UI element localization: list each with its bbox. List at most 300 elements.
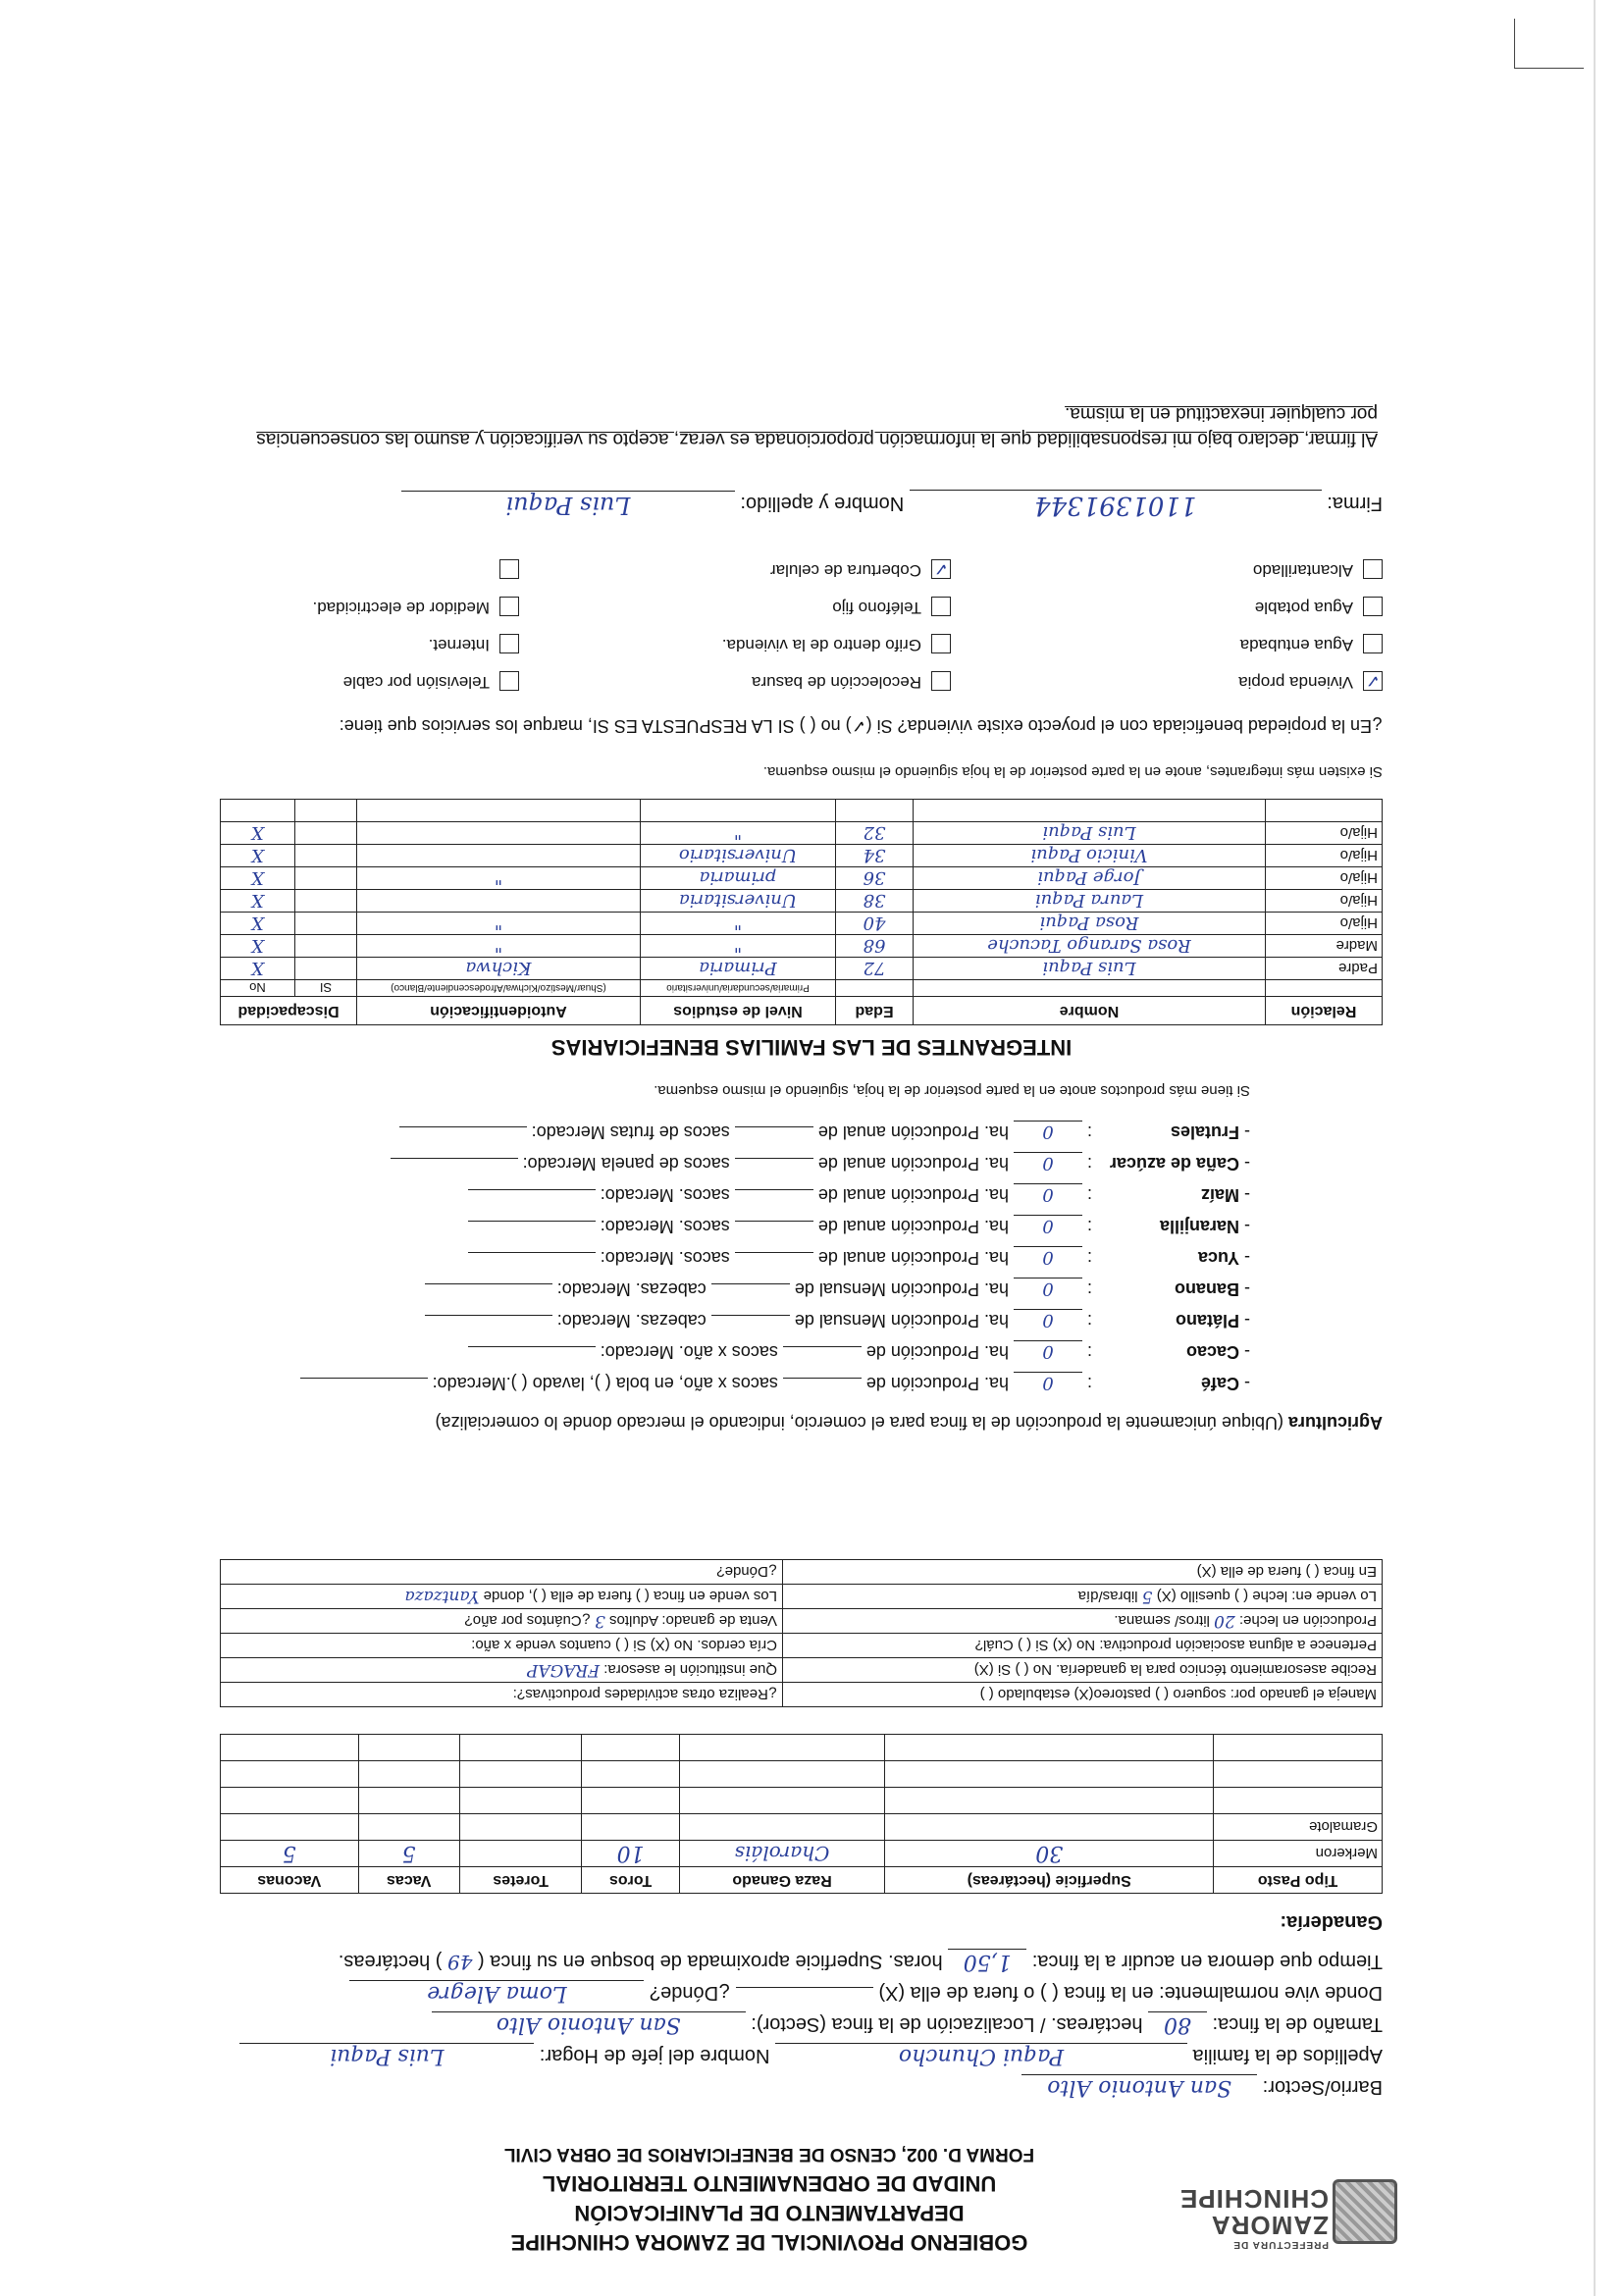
table-cell[interactable]: 68: [836, 935, 914, 958]
tamano-label: Tamaño de la finca:: [1212, 2013, 1383, 2035]
manejo-cell: Pertenece a alguna asociación productiva: No (X) Si ( ) Cuál?: [783, 1634, 1383, 1658]
crop-rest: ha. Producción de: [865, 1342, 1009, 1362]
table-row: [221, 1735, 1383, 1761]
table-row: [221, 1585, 1383, 1609]
table-cell[interactable]: Gramalote: [1214, 1814, 1383, 1841]
table-row: [221, 1761, 1383, 1788]
table-cell[interactable]: 34: [836, 845, 914, 867]
crop-tail: sacos. Mercado:: [600, 1185, 730, 1205]
crop-name: Caña de azúcar: [1109, 1154, 1239, 1174]
tamano-unit: hectáreas. / Localización de la finca (Sector):: [751, 2013, 1143, 2035]
sub-empty: [1266, 980, 1383, 997]
manejo-cell: Cría cerdos. No (X) Si ( ) cuantos vende x año:: [221, 1634, 783, 1658]
table-cell[interactable]: [221, 1761, 359, 1788]
table-cell[interactable]: [358, 1814, 459, 1841]
table-cell[interactable]: X: [221, 867, 295, 890]
familia-title: INTEGRANTES DE LAS FAMILIAS BENEFICIARIAS: [550, 1035, 1073, 1060]
donde-value: Loma Alegre: [427, 1981, 567, 2006]
crop-rest: ha. Producción anual de: [817, 1154, 1009, 1174]
service-label: Recolección de basura: [752, 673, 921, 692]
familia-note: Si existen más integrantes, anote en la parte posterior de la hoja siguiendo el mismo esquema.: [762, 763, 1383, 780]
table-cell[interactable]: Rosa Paqui: [914, 913, 1266, 935]
table-cell[interactable]: [221, 1788, 359, 1814]
table-cell: Hija/o: [1266, 822, 1383, 845]
service-label: Agua potable: [1254, 599, 1353, 617]
tamano-field[interactable]: [1148, 2011, 1207, 2037]
crop-name: Banano: [1174, 1279, 1239, 1299]
venta-label: Venta de ganado: Adultos: [609, 1612, 777, 1629]
table-row: [221, 867, 1383, 890]
table-row: [221, 1814, 1383, 1841]
checkbox-icon[interactable]: [499, 559, 519, 579]
table-cell[interactable]: 32: [836, 822, 914, 845]
vivienda-question: ¿En la propiedad beneficiada con el proyecto existe vivienda? Si (✓) no ( ) SI LA RESPUESTA ES SI, marque los servicios que tiene:: [339, 716, 1383, 736]
leche-label: Producción en leche:: [1238, 1612, 1377, 1629]
service-label: Alcantarillado: [1252, 561, 1353, 580]
title-unidad: UNIDAD DE ORDENAMIENTO TERRITORIAL: [542, 2171, 997, 2196]
donde-field[interactable]: [349, 1980, 644, 2006]
table-cell: Hija/o: [1266, 913, 1383, 935]
table-cell[interactable]: ": [641, 935, 836, 958]
tiempo-line: [339, 1949, 1383, 1974]
service-option[interactable]: [722, 634, 951, 654]
crop-name: Frutales: [1170, 1122, 1239, 1142]
col-superficie: Superficie (hectáreas): [885, 1867, 1214, 1894]
logo-line1: ZAMORA: [1210, 2211, 1329, 2241]
crop-mercado[interactable]: [300, 1378, 428, 1379]
table-cell[interactable]: Universitario: [641, 845, 836, 867]
crop-hectareas[interactable]: 0: [1014, 1309, 1082, 1331]
table-cell: Padre: [1266, 958, 1383, 980]
manejo-cell: [221, 1658, 783, 1683]
table-cell[interactable]: 72: [836, 958, 914, 980]
service-option[interactable]: [490, 559, 519, 580]
table-row: [221, 800, 1383, 822]
barrio-value: San Antonio Alto: [1047, 2075, 1232, 2100]
jefe-value: Luis Paqui: [330, 2044, 445, 2068]
col-discapacidad: Discapacidad: [221, 997, 357, 1025]
nombre-value: Luis Paqui: [505, 492, 631, 519]
table-cell[interactable]: 38: [836, 890, 914, 913]
service-option[interactable]: [1238, 671, 1383, 692]
table-cell[interactable]: X: [221, 890, 295, 913]
table-cell[interactable]: 36: [836, 867, 914, 890]
col-raza: Raza Ganado: [679, 1867, 885, 1894]
vive-line: [349, 1980, 1383, 2006]
table-cell[interactable]: [582, 1735, 679, 1761]
tiempo-field[interactable]: [948, 1949, 1026, 1974]
table-cell: Hija/o: [1266, 890, 1383, 913]
crop-row: - Cacao: 0 ha. Producción de sacos x año. Mercado:: [468, 1340, 1250, 1362]
leche-unit: litros/ semana.: [1114, 1612, 1210, 1629]
crop-produccion[interactable]: [735, 1158, 813, 1159]
table-cell[interactable]: ": [357, 913, 641, 935]
table-cell[interactable]: Rosa Sarango Tacuche: [914, 935, 1266, 958]
crop-name: Café: [1200, 1374, 1239, 1393]
table-row: [221, 1788, 1383, 1814]
agricultura-heading: [435, 1412, 1383, 1433]
checkbox-icon[interactable]: [499, 597, 519, 616]
manejo-cell: ¿Dónde?: [221, 1560, 783, 1585]
crop-produccion[interactable]: [711, 1283, 790, 1284]
crop-tail: sacos de frutas Mercado:: [531, 1122, 730, 1142]
page-corner-mark: [1514, 19, 1584, 69]
table-cell[interactable]: [1214, 1788, 1383, 1814]
tamano-line: [432, 2011, 1383, 2037]
table-cell[interactable]: [221, 1735, 359, 1761]
ganado-header-row: [221, 1867, 1383, 1894]
table-cell[interactable]: [885, 1788, 1214, 1814]
table-cell[interactable]: [358, 1788, 459, 1814]
table-cell[interactable]: X: [221, 822, 295, 845]
crop-rest: ha. Producción de: [865, 1374, 1009, 1393]
donde-vende-value[interactable]: Yantzaza: [404, 1587, 480, 1606]
table-cell[interactable]: [679, 1735, 885, 1761]
table-cell[interactable]: Primaria: [641, 958, 836, 980]
checkbox-icon[interactable]: ✓: [931, 559, 951, 579]
checkbox-icon[interactable]: [1363, 634, 1383, 653]
familia-subheader-row: [221, 980, 1383, 997]
sub-no: No: [221, 980, 295, 997]
table-cell[interactable]: Merkeron: [1214, 1841, 1383, 1867]
table-row: [221, 935, 1383, 958]
checkbox-icon[interactable]: [1363, 559, 1383, 579]
col-vaconas: Vaconas: [221, 1867, 359, 1894]
table-cell[interactable]: [582, 1788, 679, 1814]
checkbox-icon[interactable]: [499, 671, 519, 691]
table-row: [221, 958, 1383, 980]
familia-header-row: [221, 997, 1383, 1025]
table-cell[interactable]: [582, 1814, 679, 1841]
manejo-cell: [221, 1585, 783, 1609]
seal-icon: [1333, 2179, 1397, 2244]
crop-hectareas[interactable]: 0: [1014, 1183, 1082, 1205]
service-option[interactable]: [1253, 559, 1383, 580]
vive-blank[interactable]: [736, 1987, 873, 1988]
table-cell[interactable]: [221, 800, 295, 822]
tiempo-rest: horas. Superficie aproximada de bosque en su finca (: [478, 1951, 943, 1972]
table-cell[interactable]: Jorge Paqui: [914, 867, 1266, 890]
crop-name: Yuca: [1197, 1248, 1239, 1268]
scan-edge: [1594, 0, 1596, 2296]
barrio-line: [1021, 2074, 1383, 2100]
service-option[interactable]: [770, 559, 951, 580]
table-cell[interactable]: [582, 1761, 679, 1788]
table-cell[interactable]: [294, 935, 356, 958]
signature-line: [401, 490, 1383, 520]
table-row: [221, 1841, 1383, 1867]
service-option[interactable]: [313, 597, 519, 617]
crop-mercado[interactable]: [425, 1315, 552, 1316]
service-option[interactable]: [1255, 597, 1383, 617]
barrio-field[interactable]: [1021, 2074, 1257, 2100]
table-cell[interactable]: [641, 800, 836, 822]
crop-hectareas[interactable]: 0: [1014, 1215, 1082, 1236]
title-gobierno: GOBIERNO PROVINCIAL DE ZAMORA CHINCHIPE: [510, 2230, 1028, 2255]
table-cell[interactable]: Luis Paqui: [914, 822, 1266, 845]
apellidos-line: [239, 2043, 1383, 2068]
firma-field[interactable]: [910, 490, 1322, 520]
title-forma: FORMA D. 002, CENSO DE BENEFICIARIOS DE OBRA CIVIL: [503, 2144, 1035, 2165]
checkbox-icon[interactable]: [499, 634, 519, 653]
service-option[interactable]: [429, 634, 519, 654]
table-cell[interactable]: ": [357, 867, 641, 890]
logo-line2: CHINCHIPE: [1178, 2184, 1329, 2215]
apellidos-field[interactable]: [775, 2043, 1187, 2068]
crop-tail: cabezas. Mercado:: [556, 1311, 707, 1331]
table-row: [221, 913, 1383, 935]
table-cell[interactable]: [836, 800, 914, 822]
crop-mercado[interactable]: [468, 1189, 596, 1190]
crop-rest: ha. Producción anual de: [817, 1217, 1009, 1236]
crop-row: - Yuca: 0 ha. Producción anual de sacos. Mercado:: [468, 1246, 1250, 1268]
table-cell[interactable]: [357, 800, 641, 822]
service-label: Internet.: [428, 636, 490, 654]
crop-mercado[interactable]: [468, 1346, 596, 1347]
table-cell[interactable]: Universitaria: [641, 890, 836, 913]
bosque-value[interactable]: 49: [446, 1951, 473, 1974]
crop-name: Cacao: [1185, 1342, 1239, 1362]
table-cell[interactable]: ": [641, 822, 836, 845]
table-cell[interactable]: [885, 1814, 1214, 1841]
crop-produccion[interactable]: [735, 1126, 813, 1127]
crop-produccion[interactable]: [735, 1221, 813, 1222]
vive-label: Donde vive normalmente: en la finca ( ) o fuera de ella (X): [878, 1982, 1383, 2004]
crop-mercado[interactable]: [399, 1126, 527, 1127]
manejo-cell: Recibe asesoramiento técnico para la ganadería. No ( ) Si (X): [783, 1658, 1383, 1683]
table-cell[interactable]: [358, 1761, 459, 1788]
crop-produccion[interactable]: [783, 1346, 862, 1347]
firma-label: Firma:: [1327, 493, 1383, 514]
crop-rest: ha. Producción Mensual de: [794, 1311, 1009, 1331]
table-cell[interactable]: X: [221, 935, 295, 958]
crop-tail: sacos. Mercado:: [600, 1217, 730, 1236]
localizacion-value: San Antonio Alto: [496, 2012, 681, 2037]
ganaderia-title: Ganadería:: [1280, 1911, 1383, 1933]
manejo-cell: [783, 1609, 1383, 1634]
declaracion-text: Al firmar, declaro bajo mi responsabilidad que la información proporcionada es veraz, acepto su verificación y asumo las consecuencias por cualquier inexactitud en la misma.: [256, 403, 1378, 449]
table-cell[interactable]: Luis Paqui: [914, 958, 1266, 980]
table-row: [221, 845, 1383, 867]
table-cell[interactable]: [679, 1788, 885, 1814]
venta-unit: ¿Cuántos por año?: [464, 1612, 591, 1629]
manejo-cell: [221, 1609, 783, 1634]
col-auto: Autoidentificación: [357, 997, 641, 1025]
table-cell: Hija/o: [1266, 867, 1383, 890]
bosque-unit: ) hectáreas.: [338, 1951, 443, 1972]
table-row: [221, 1634, 1383, 1658]
crop-tail: sacos. Mercado:: [600, 1248, 730, 1268]
table-row: [221, 1609, 1383, 1634]
sub-auto: (Shuar/Mestizo/Kichwa/Afrodescendiente/Blanco): [357, 980, 641, 997]
table-cell[interactable]: 10: [582, 1841, 679, 1867]
crop-hectareas[interactable]: 0: [1014, 1152, 1082, 1174]
localizacion-field[interactable]: [432, 2011, 746, 2037]
table-cell[interactable]: [294, 845, 356, 867]
checkbox-icon[interactable]: [931, 634, 951, 653]
crop-tail: cabezas. Mercado:: [556, 1279, 707, 1299]
col-nombre: Nombre: [914, 997, 1266, 1025]
table-cell[interactable]: Kichwa: [357, 958, 641, 980]
table-cell[interactable]: [294, 890, 356, 913]
crop-row: - Frutales: 0 ha. Producción anual de sacos de frutas Mercado:: [399, 1121, 1250, 1142]
apellidos-label: Apellidos de la familia: [1192, 2045, 1383, 2066]
crop-row: - Maíz: 0 ha. Producción anual de sacos. Mercado:: [468, 1183, 1250, 1205]
tiempo-value: 1,50: [963, 1950, 1012, 1974]
crop-mercado[interactable]: [468, 1252, 596, 1253]
crop-name: Maíz: [1200, 1185, 1239, 1205]
manejo-cell: En finca ( ) fuera de ella (X): [783, 1560, 1383, 1585]
table-cell[interactable]: [1214, 1735, 1383, 1761]
firma-cedula: 1101391344: [1034, 491, 1197, 520]
table-cell[interactable]: [459, 1814, 582, 1841]
table-cell[interactable]: primaria: [641, 867, 836, 890]
crop-rest: ha. Producción Mensual de: [794, 1279, 1009, 1299]
checkbox-icon[interactable]: [931, 671, 951, 691]
table-row: [221, 1683, 1383, 1707]
col-edad: Edad: [836, 997, 914, 1025]
logo-small-text: PREFECTURA DE: [1232, 2239, 1329, 2250]
table-cell[interactable]: [1214, 1761, 1383, 1788]
crop-rest: ha. Producción anual de: [817, 1122, 1009, 1142]
crop-hectareas[interactable]: 0: [1014, 1340, 1082, 1362]
crop-name: Plátano: [1175, 1311, 1239, 1331]
table-cell: Madre: [1266, 935, 1383, 958]
nombre-field[interactable]: [401, 491, 735, 519]
manejo-table: [220, 1559, 1383, 1707]
table-cell[interactable]: 30: [885, 1841, 1214, 1867]
crop-mercado[interactable]: [391, 1158, 518, 1159]
table-cell[interactable]: X: [221, 845, 295, 867]
table-row: [221, 822, 1383, 845]
table-cell[interactable]: [914, 800, 1266, 822]
vende-label: Lo vende en: leche ( ) quesillo (X): [1156, 1588, 1377, 1604]
table-cell[interactable]: [357, 845, 641, 867]
agricultura-note: Si tiene más productos anote en la parte posterior de la hoja, siguiendo el mismo esquema.: [654, 1082, 1250, 1099]
table-cell[interactable]: [221, 1814, 359, 1841]
table-cell[interactable]: [294, 913, 356, 935]
table-cell[interactable]: 5: [358, 1841, 459, 1867]
table-cell[interactable]: X: [221, 913, 295, 935]
table-cell: [1266, 800, 1383, 822]
checkbox-icon[interactable]: ✓: [1363, 671, 1383, 691]
donde-label: ¿Dónde?: [650, 1982, 731, 2004]
table-cell[interactable]: X: [221, 958, 295, 980]
barrio-label: Barrio/Sector:: [1262, 2076, 1383, 2098]
table-cell[interactable]: 5: [221, 1841, 359, 1867]
service-label: Medidor de electricidad.: [312, 599, 490, 617]
header: [0, 2100, 1623, 2296]
table-cell[interactable]: [358, 1735, 459, 1761]
service-label: Agua entubada: [1239, 636, 1353, 654]
sub-si: SI: [294, 980, 356, 997]
col-nivel: Nivel de estudios: [641, 997, 836, 1025]
table-cell[interactable]: 40: [836, 913, 914, 935]
table-cell[interactable]: [459, 1735, 582, 1761]
checkbox-icon[interactable]: [931, 597, 951, 616]
table-cell[interactable]: Vinicio Paqui: [914, 845, 1266, 867]
table-cell[interactable]: [357, 822, 641, 845]
table-cell[interactable]: Laura Paqui: [914, 890, 1266, 913]
tiempo-label: Tiempo que demora en acudir a la finca:: [1031, 1951, 1383, 1972]
table-cell[interactable]: [294, 867, 356, 890]
table-cell[interactable]: Charoláis: [679, 1841, 885, 1867]
table-cell[interactable]: ": [641, 913, 836, 935]
vende-value[interactable]: 5: [1141, 1587, 1153, 1606]
service-option[interactable]: [752, 671, 951, 692]
table-cell[interactable]: [885, 1761, 1214, 1788]
sub-empty: [836, 980, 914, 997]
col-tipo-pasto: Tipo Pasto: [1214, 1867, 1383, 1894]
donde-vende-label: Los vende en finca ( ) fuera de ella ( ), donde: [483, 1588, 777, 1604]
table-cell[interactable]: [679, 1761, 885, 1788]
crop-mercado[interactable]: [468, 1221, 596, 1222]
service-option[interactable]: [1240, 634, 1383, 654]
asesora-label: Que institución le asesora:: [603, 1661, 777, 1678]
table-cell[interactable]: [459, 1788, 582, 1814]
apellidos-value: Paqui Chuncho: [898, 2044, 1065, 2068]
table-cell[interactable]: [357, 890, 641, 913]
crop-rest: ha. Producción anual de: [817, 1185, 1009, 1205]
crop-produccion[interactable]: [783, 1378, 862, 1379]
table-cell[interactable]: [459, 1841, 582, 1867]
table-cell[interactable]: [294, 958, 356, 980]
table-cell[interactable]: [294, 800, 356, 822]
table-cell[interactable]: [294, 822, 356, 845]
declaracion: [249, 400, 1378, 451]
checkbox-icon[interactable]: [1363, 597, 1383, 616]
crop-hectareas[interactable]: 0: [1014, 1246, 1082, 1268]
col-vacas: Vacas: [358, 1867, 459, 1894]
col-toretes: Toretes: [459, 1867, 582, 1894]
asesora-value[interactable]: FRAGAP: [526, 1660, 601, 1680]
service-label: Televisión por cable: [342, 673, 490, 692]
service-label: Cobertura de celular: [769, 561, 921, 580]
crop-produccion[interactable]: [711, 1315, 790, 1316]
crop-rest: ha. Producción anual de: [817, 1248, 1009, 1268]
table-cell[interactable]: [679, 1814, 885, 1841]
crop-hectareas[interactable]: 0: [1014, 1372, 1082, 1393]
table-row: [221, 890, 1383, 913]
crop-mercado[interactable]: [425, 1283, 552, 1284]
crop-hectareas[interactable]: 0: [1014, 1121, 1082, 1142]
ganado-table: [220, 1734, 1383, 1894]
crop-produccion[interactable]: [735, 1252, 813, 1253]
sub-empty: [914, 980, 1266, 997]
table-row: [221, 1560, 1383, 1585]
familia-table: [220, 799, 1383, 1025]
crop-row: - Banano: 0 ha. Producción Mensual de cabezas. Mercado:: [425, 1278, 1250, 1299]
service-option[interactable]: [832, 597, 951, 617]
venta-value[interactable]: 3: [595, 1611, 605, 1631]
jefe-field[interactable]: [239, 2043, 534, 2068]
crop-produccion[interactable]: [735, 1189, 813, 1190]
table-cell[interactable]: [459, 1761, 582, 1788]
crop-tail: sacos x año, en bola ( ), lavado ( ).Mercado:: [432, 1374, 778, 1393]
sub-estudios: Primaria/secundaria/universitario: [641, 980, 836, 997]
manejo-cell: ¿Realiza otras actividades productivas?:: [221, 1683, 783, 1707]
leche-value[interactable]: 20: [1214, 1611, 1235, 1631]
crop-hectareas[interactable]: 0: [1014, 1278, 1082, 1299]
agricultura-title: Agricultura: [1287, 1413, 1383, 1433]
service-option[interactable]: [343, 671, 519, 692]
crop-tail: sacos de panela Mercado:: [522, 1154, 730, 1174]
agricultura-instr: (Ubique únicamente la producción de la finca para el comercio, indicando el mercado donde lo comercializa): [435, 1413, 1283, 1433]
crop-name: Naranjilla: [1159, 1217, 1239, 1236]
table-cell[interactable]: [885, 1735, 1214, 1761]
crop-row: - Café: 0 ha. Producción de sacos x año, en bola ( ), lavado ( ).Mercado:: [300, 1372, 1250, 1393]
table-cell[interactable]: ": [357, 935, 641, 958]
